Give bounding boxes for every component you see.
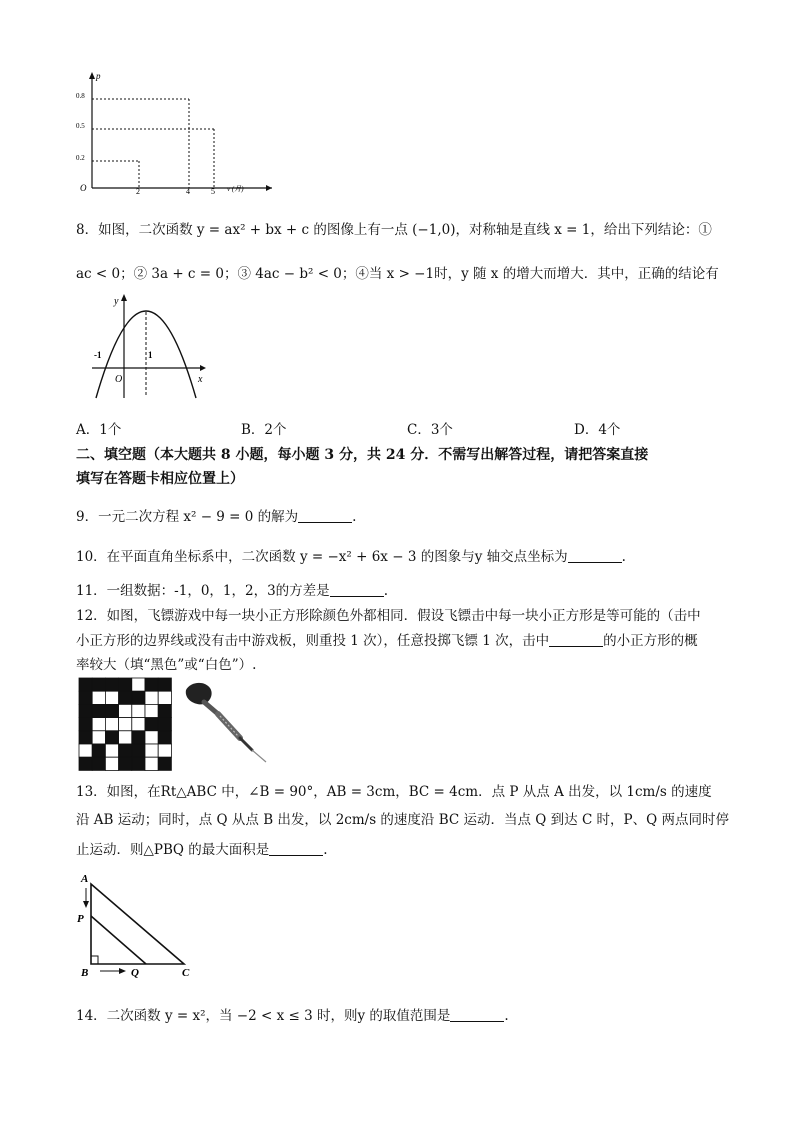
q8-option-a: A．1个: [76, 422, 122, 438]
grid-cell: [92, 678, 105, 691]
q8-line2: ac < 0；② 3a + c = 0；③ 4ac − b² < 0；④当 x > −1时，y 随 x 的增大而增大．其中，正确的结论有: [76, 266, 719, 282]
grid-cell: [158, 718, 171, 731]
graph1-ytick-1: 0.5: [76, 122, 85, 130]
grid-cell: [79, 678, 92, 691]
graph1-ytick-2: 0.2: [76, 154, 85, 162]
q12-line2-text: 小正方形的边界线或没有击中游戏板，则重投 1 次），任意投掷飞镖 1 次，击中: [76, 633, 550, 649]
grid-cell: [105, 691, 118, 704]
grid-cell: [119, 718, 132, 731]
grid-cell: [158, 757, 171, 770]
q13-line3: [76, 838, 328, 858]
grid-cell: [119, 691, 132, 704]
grid-cell: [79, 704, 92, 717]
grid-cell: [92, 691, 105, 704]
grid-cell: [79, 744, 92, 757]
parabola-y-label: y: [114, 296, 119, 307]
q12-line3: 率较大（填“黑色”或“白色”）.: [76, 657, 257, 673]
step-graph: [74, 70, 274, 198]
q13-line3-text: 止运动．则△PBQ 的最大面积是: [76, 842, 270, 858]
label-b: B: [81, 967, 89, 979]
triangle-figure: [76, 870, 206, 980]
graph1-xtick-2: 5: [211, 187, 215, 196]
parabola-x-label: x: [198, 374, 203, 385]
label-a: A: [81, 873, 89, 885]
q14-text: 14．二次函数 y = x²，当 −2 < x ≤ 3 时，则y 的取值范围是: [76, 1008, 451, 1024]
q10-blank[interactable]: [568, 549, 622, 563]
q8-option-b: B．2个: [241, 422, 287, 438]
section2-title-line1: 二、填空题（本大题共 8 小题，每小题 3 分，共 24 分．不需写出解答过程，请把答案直接: [76, 447, 649, 463]
grid-cell: [158, 678, 171, 691]
q9-text: 9．一元二次方程 x² − 9 = 0 的解为: [76, 509, 299, 525]
q8-option-c: C．3个: [407, 422, 453, 438]
grid-cell: [79, 691, 92, 704]
q11-text: 11．一组数据：-1，0，1，2，3的方差是: [76, 583, 330, 599]
graph1-xtick-1: 4: [186, 187, 190, 196]
grid-cell: [79, 757, 92, 770]
grid-cell: [132, 757, 145, 770]
grid-cell: [119, 744, 132, 757]
grid-cell: [79, 731, 92, 744]
graph1-origin: O: [80, 183, 87, 193]
label-p: P: [77, 913, 84, 925]
grid-cell: [105, 744, 118, 757]
q11-blank[interactable]: [330, 583, 384, 597]
grid-cell: [119, 678, 132, 691]
grid-cell: [132, 718, 145, 731]
q9-blank[interactable]: [298, 509, 352, 523]
section2-title-line2: 填写在答题卡相应位置上）: [76, 471, 244, 487]
label-c: C: [182, 967, 190, 979]
q14-end: .: [504, 1008, 509, 1024]
grid-cell: [158, 691, 171, 704]
parabola-origin: O: [115, 374, 123, 385]
grid-cell: [119, 731, 132, 744]
q10: [76, 545, 626, 565]
grid-cell: [92, 704, 105, 717]
grid-cell: [92, 718, 105, 731]
q12-line2-end: 的小正方形的概: [603, 633, 698, 649]
label-q: Q: [131, 967, 139, 979]
grid-cell: [145, 757, 158, 770]
q12-line2: [76, 629, 698, 649]
graph1-ytick-0: 0.8: [76, 92, 85, 100]
graph1-xtick-0: 2: [136, 187, 140, 196]
graph1-x-label: v (月): [227, 185, 244, 193]
grid-cell: [92, 731, 105, 744]
grid-cell: [119, 704, 132, 717]
q11-end: .: [383, 583, 388, 599]
grid-cell: [105, 678, 118, 691]
q14-blank[interactable]: [450, 1008, 504, 1022]
parabola-one: 1: [148, 350, 153, 360]
q8-option-d: D．4个: [574, 422, 621, 438]
dartboard-grid: [78, 677, 173, 772]
q9-end: .: [352, 509, 357, 525]
dart-icon: [180, 680, 270, 766]
graph1-y-label: p: [96, 71, 101, 81]
q13-line3-end: .: [323, 842, 328, 858]
q12-blank[interactable]: [549, 633, 603, 647]
parabola-neg-one: -1: [94, 350, 102, 360]
grid-cell: [132, 678, 145, 691]
grid-cell: [119, 757, 132, 770]
q10-end: .: [621, 549, 626, 565]
grid-cell: [132, 691, 145, 704]
grid-cell: [132, 704, 145, 717]
grid-cell: [105, 718, 118, 731]
q14: [76, 1004, 509, 1024]
grid-cell: [145, 744, 158, 757]
grid-cell: [145, 731, 158, 744]
grid-cell: [158, 731, 171, 744]
grid-cell: [105, 704, 118, 717]
grid-cell: [92, 757, 105, 770]
q13-blank[interactable]: [269, 842, 323, 856]
grid-cell: [92, 744, 105, 757]
grid-cell: [145, 704, 158, 717]
parabola-graph: [88, 290, 214, 402]
q10-text: 10．在平面直角坐标系中，二次函数 y = −x² + 6x − 3 的图象与y 轴交点坐标为: [76, 549, 568, 565]
q8-line1: 8．如图，二次函数 y = ax² + bx + c 的图像上有一点 (−1,0)，对称轴是直线 x = 1，给出下列结论：①: [76, 222, 712, 238]
q11: [76, 579, 388, 599]
grid-cell: [132, 744, 145, 757]
grid-cell: [145, 678, 158, 691]
grid-cell: [158, 744, 171, 757]
grid-cell: [105, 731, 118, 744]
q13-line1: 13．如图，在Rt△ABC 中，∠B = 90°，AB = 3cm，BC = 4cm．点 P 从点 A 出发，以 1cm/s 的速度: [76, 784, 712, 800]
grid-cell: [105, 757, 118, 770]
grid-cell: [145, 718, 158, 731]
grid-cell: [145, 691, 158, 704]
grid-cell: [132, 731, 145, 744]
q9: [76, 505, 356, 525]
q13-line2: 沿 AB 运动；同时，点 Q 从点 B 出发，以 2cm/s 的速度沿 BC 运动．当点 Q 到达 C 时，P、Q 两点同时停: [76, 812, 730, 828]
grid-cell: [79, 718, 92, 731]
grid-cell: [158, 704, 171, 717]
q12-line1: 12．如图，飞镖游戏中每一块小正方形除颜色外都相同．假设飞镖击中每一块小正方形是等可能的（击中: [76, 608, 701, 624]
